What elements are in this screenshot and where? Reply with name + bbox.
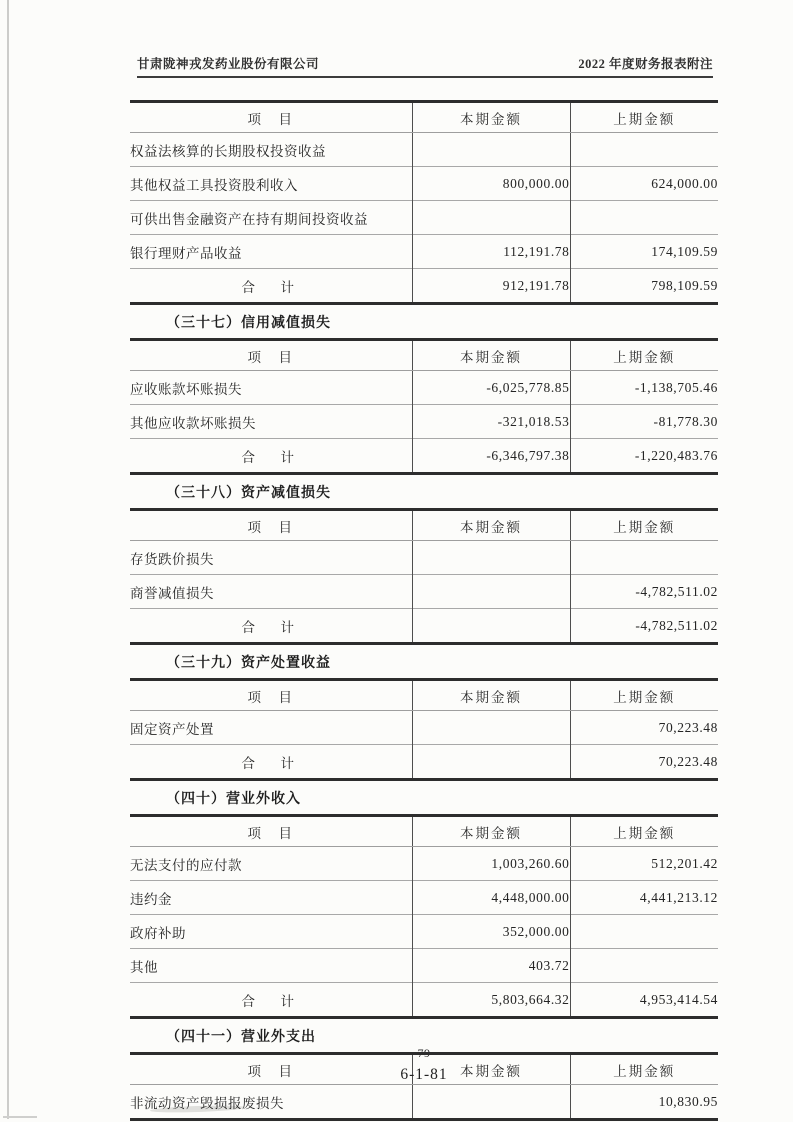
total-label: 合 计 — [130, 983, 412, 1018]
col-header-item: 项 目 — [130, 680, 412, 711]
scan-edge-artifact — [7, 0, 9, 1119]
total-current-amount — [412, 745, 570, 780]
total-prior-amount: 70,223.48 — [570, 745, 718, 780]
section-heading-non-operating-income: （四十）营业外收入 — [166, 792, 301, 807]
row-item-label: 商誉减值损失 — [130, 575, 412, 609]
total-label: 合 计 — [130, 609, 412, 644]
scan-edge-artifact-bottom — [3, 1116, 37, 1118]
row-current-amount — [412, 575, 570, 609]
table-header-row — [130, 680, 718, 711]
row-current-amount — [412, 1085, 570, 1120]
row-item-label: 固定资产处置 — [130, 711, 412, 745]
col-header-prior: 上期金额 — [570, 680, 718, 711]
row-item-label: 权益法核算的长期股权投资收益 — [130, 133, 412, 167]
row-current-amount — [412, 541, 570, 575]
total-current-amount: -6,346,797.38 — [412, 439, 570, 474]
table-row — [130, 541, 718, 575]
col-header-item: 项 目 — [130, 1054, 412, 1085]
col-header-item: 项 目 — [130, 510, 412, 541]
row-current-amount: 352,000.00 — [412, 915, 570, 949]
total-prior-amount: -4,782,511.02 — [570, 609, 718, 644]
col-header-current: 本期金额 — [412, 102, 570, 133]
col-header-current: 本期金额 — [412, 816, 570, 847]
table-total-row — [130, 439, 718, 474]
section-heading-asset-impairment: （三十八）资产减值损失 — [166, 486, 331, 501]
total-label: 合 计 — [130, 745, 412, 780]
row-prior-amount: 512,201.42 — [570, 847, 718, 881]
total-label: 合 计 — [130, 439, 412, 474]
col-header-current: 本期金额 — [412, 510, 570, 541]
report-title: 2022 年度财务报表附注 — [578, 57, 713, 71]
table-asset-disposal-income — [130, 678, 718, 781]
row-item-label: 其他应收款坏账损失 — [130, 405, 412, 439]
row-prior-amount — [570, 949, 718, 983]
row-prior-amount: 70,223.48 — [570, 711, 718, 745]
row-item-label: 无法支付的应付款 — [130, 847, 412, 881]
row-current-amount: 800,000.00 — [412, 167, 570, 201]
table-header-row — [130, 816, 718, 847]
col-header-prior: 上期金额 — [570, 102, 718, 133]
row-current-amount: 4,448,000.00 — [412, 881, 570, 915]
document-header — [137, 54, 713, 72]
document-code: 6-1-81 — [400, 1066, 448, 1083]
table-row — [130, 575, 718, 609]
company-name: 甘肃陇神戎发药业股份有限公司 — [137, 57, 320, 71]
row-item-label: 银行理财产品收益 — [130, 235, 412, 269]
document-footer — [130, 1046, 718, 1084]
table-non-operating-income — [130, 814, 718, 1019]
table-row — [130, 711, 718, 745]
row-item-label: 其他权益工具投资股利收入 — [130, 167, 412, 201]
row-prior-amount: 10,830.95 — [570, 1085, 718, 1120]
total-prior-amount: 4,953,414.54 — [570, 983, 718, 1018]
row-current-amount: 112,191.78 — [412, 235, 570, 269]
row-prior-amount — [570, 133, 718, 167]
row-current-amount — [412, 711, 570, 745]
table-row — [130, 167, 718, 201]
table-row — [130, 371, 718, 405]
row-current-amount: 403.72 — [412, 949, 570, 983]
table-header-row — [130, 102, 718, 133]
col-header-item: 项 目 — [130, 816, 412, 847]
row-item-label: 非流动资产毁损报废损失 — [130, 1085, 412, 1120]
row-current-amount: -6,025,778.85 — [412, 371, 570, 405]
table-credit-impairment-loss — [130, 338, 718, 475]
table-header-row — [130, 510, 718, 541]
col-header-item: 项 目 — [130, 340, 412, 371]
table-investment-income — [130, 100, 718, 305]
col-header-prior: 上期金额 — [570, 510, 718, 541]
table-row — [130, 235, 718, 269]
table-asset-impairment-loss — [130, 508, 718, 645]
col-header-item: 项 目 — [130, 102, 412, 133]
row-item-label: 违约金 — [130, 881, 412, 915]
table-total-row — [130, 609, 718, 644]
row-prior-amount: -4,782,511.02 — [570, 575, 718, 609]
total-current-amount — [412, 609, 570, 644]
table-row — [130, 1085, 718, 1120]
total-current-amount: 912,191.78 — [412, 269, 570, 304]
row-current-amount: -321,018.53 — [412, 405, 570, 439]
row-item-label: 应收账款坏账损失 — [130, 371, 412, 405]
row-prior-amount: -1,138,705.46 — [570, 371, 718, 405]
row-item-label: 可供出售金融资产在持有期间投资收益 — [130, 201, 412, 235]
table-total-row — [130, 269, 718, 304]
col-header-current: 本期金额 — [412, 1054, 570, 1085]
section-heading-asset-disposal: （三十九）资产处置收益 — [166, 656, 331, 671]
col-header-prior: 上期金额 — [570, 340, 718, 371]
col-header-current: 本期金额 — [412, 680, 570, 711]
row-current-amount — [412, 133, 570, 167]
total-current-amount: 5,803,664.32 — [412, 983, 570, 1018]
row-item-label: 其他 — [130, 949, 412, 983]
total-label: 合 计 — [130, 269, 412, 304]
total-prior-amount: 798,109.59 — [570, 269, 718, 304]
section-heading-non-operating-expenses: （四十一）营业外支出 — [166, 1030, 316, 1045]
header-rule — [137, 76, 713, 78]
row-prior-amount: -81,778.30 — [570, 405, 718, 439]
row-item-label: 政府补助 — [130, 915, 412, 949]
row-prior-amount: 624,000.00 — [570, 167, 718, 201]
row-item-label: 存货跌价损失 — [130, 541, 412, 575]
table-row — [130, 847, 718, 881]
table-row — [130, 949, 718, 983]
row-prior-amount — [570, 541, 718, 575]
row-current-amount: 1,003,260.60 — [412, 847, 570, 881]
row-prior-amount: 4,441,213.12 — [570, 881, 718, 915]
table-row — [130, 133, 718, 167]
table-header-row — [130, 340, 718, 371]
document-body — [130, 100, 718, 1121]
col-header-prior: 上期金额 — [570, 1054, 718, 1085]
row-current-amount — [412, 201, 570, 235]
page-number: 79 — [417, 1046, 431, 1060]
table-row — [130, 881, 718, 915]
row-prior-amount — [570, 201, 718, 235]
section-heading-credit-impairment: （三十七）信用减值损失 — [166, 316, 331, 331]
row-prior-amount: 174,109.59 — [570, 235, 718, 269]
col-header-current: 本期金额 — [412, 340, 570, 371]
table-total-row — [130, 745, 718, 780]
table-total-row — [130, 983, 718, 1018]
table-row — [130, 405, 718, 439]
table-row — [130, 201, 718, 235]
col-header-prior: 上期金额 — [570, 816, 718, 847]
row-prior-amount — [570, 915, 718, 949]
table-row — [130, 915, 718, 949]
total-prior-amount: -1,220,483.76 — [570, 439, 718, 474]
